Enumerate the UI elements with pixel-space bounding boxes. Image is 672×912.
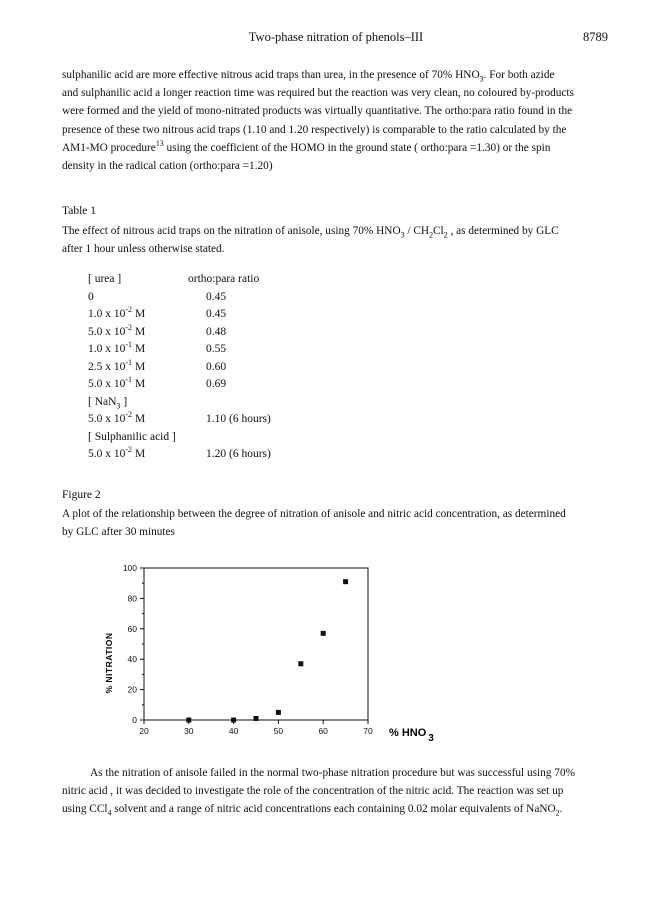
data-point [231, 718, 236, 723]
data-point [298, 661, 303, 666]
table-caption: The effect of nitrous acid traps on the nitration of anisole, using 70% $HNO_3 / CH_2Cl_2$ , as determined by GLC after 1 hour unless otherwise stated. [62, 225, 559, 255]
x-tick-label: 60 [318, 726, 328, 736]
x-axis-label: % HNO 3 [389, 727, 434, 744]
column-header-urea: [ urea ] [88, 273, 122, 285]
data-point [321, 631, 326, 636]
x-axis-ticks [139, 720, 373, 736]
nitration-scatter-chart [88, 560, 468, 750]
paragraph-line: were formed and the yield of mono-nitrated products was virtually quantitative. The ortho:para ratio found in the [62, 105, 573, 118]
data-point [343, 579, 348, 584]
paragraph-line: As the nitration of anisole failed in the normal two-phase nitration procedure but was successful using 70% [90, 767, 576, 779]
y-axis-ticks [123, 563, 144, 725]
figure-caption: A plot of the relationship between the degree of nitration of anisole and nitric acid concentration, as determined by GLC after 30 minutes [62, 508, 566, 538]
body-paragraph-2 [62, 764, 618, 819]
x-tick-label: 30 [184, 726, 194, 736]
data-points [186, 579, 348, 722]
data-point [186, 718, 191, 723]
y-tick-label: 60 [127, 623, 137, 634]
y-axis-label: % NITRATION [104, 632, 114, 694]
paragraph-line: AM1-MO procedure$^{13}$ using the coefficient of the HOMO in the ground state ( ortho:para =1.30) or the spin [62, 139, 551, 154]
x-tick-label: 20 [139, 726, 149, 736]
data-point [276, 710, 281, 715]
paragraph-line: nitric acid , it was decided to investigate the role of the concentration of the nitric acid. The reaction was set up [62, 785, 564, 798]
running-header [0, 30, 672, 46]
paragraph-line: density in the radical cation (ortho:para =1.20) [62, 160, 273, 173]
y-tick-label: 100 [122, 563, 137, 573]
y-tick-label: 20 [127, 684, 137, 695]
column-header-ratio: ortho:para ratio [188, 273, 260, 285]
y-tick-label: 40 [127, 654, 137, 665]
y-tick-label: 0 [132, 715, 137, 725]
x-tick-label: 40 [228, 726, 239, 736]
paragraph-line: presence of these two nitrous acid traps (1.10 and 1.20 respectively) is comparable to the ratio calculated by the [62, 123, 567, 136]
citation-ref: 13 [155, 139, 164, 149]
y-tick-label: 80 [127, 593, 137, 604]
table-label: Table 1 [62, 205, 97, 217]
x-tick-label: 50 [273, 726, 284, 736]
plot-frame [144, 568, 368, 720]
figure-label: Figure 2 [62, 489, 101, 501]
chart-axes [144, 568, 368, 720]
paragraph-line: sulphanilic acid are more effective nitrous acid traps than urea, in the presence of 70% $HNO_3$. For both azide [62, 69, 555, 84]
page-number: 8789 [583, 30, 608, 44]
paragraph-line: using CCl$_4$ solvent and a range of nitric acid concentrations each containing 0.02 molar equivalents of NaNO$_2$. [62, 803, 563, 818]
running-title: Two-phase nitration of phenols–III [248, 30, 424, 44]
x-tick-label: 70 [363, 726, 373, 736]
paragraph-line: and sulphanilic acid a longer reaction time was required but the reaction was very clean, no coloured by-products [62, 87, 574, 100]
data-point [254, 716, 259, 721]
body-paragraph-1 [62, 66, 618, 175]
